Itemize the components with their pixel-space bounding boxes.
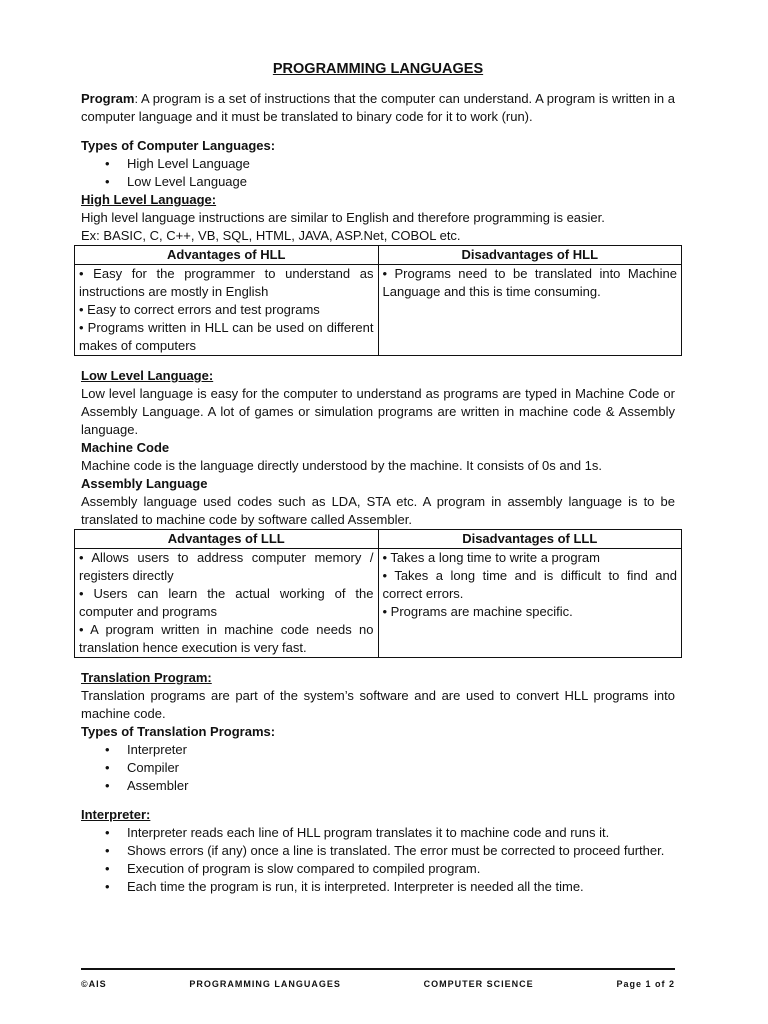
types-heading: Types of Computer Languages: [81, 138, 276, 153]
lll-dis-cell [378, 549, 682, 658]
hll-dis-header: Disadvantages of HLL [378, 246, 682, 265]
table-cell-line: • Users can learn the actual working of the computer and programs [79, 586, 374, 619]
interpreter-list [81, 824, 675, 896]
table-cell-line: • Allows users to address computer memory / registers directly [79, 550, 374, 583]
lll-table [74, 529, 682, 658]
program-text: : A program is a set of instructions that the computer can understand. A program is written in a computer language and it must be translated to binary code for it to work (run). [81, 91, 675, 124]
page-footer [81, 968, 675, 993]
page-title: PROGRAMMING LANGUAGES [272, 61, 484, 77]
table-cell-line: • Programs written in HLL can be used on different makes of computers [79, 320, 374, 353]
footer-copyright: ©AIS [81, 979, 107, 989]
list-item: • High Level Language [127, 155, 675, 173]
interpreter-heading: Interpreter: [81, 807, 151, 822]
lll-adv-cell [75, 549, 379, 658]
list-item: • Compiler [127, 759, 675, 777]
lll-adv-header: Advantages of LLL [75, 530, 379, 549]
lll-text: Low level language is easy for the computer to understand as programs are typed in Machine Code or Assembly Language. A lot of games or simulation programs are written in machine code & Assembly language. [81, 386, 675, 437]
machine-code-heading: Machine Code [81, 440, 170, 455]
assembly-text: Assembly language used codes such as LDA, STA etc. A program in assembly language is to be translated to machine code by software called Assembler. [81, 494, 675, 527]
document-page [81, 60, 675, 896]
footer-subject: COMPUTER SCIENCE [423, 979, 534, 989]
list-item: • Each time the program is run, it is interpreted. Interpreter is needed all the time. [127, 878, 675, 896]
translation-types-list [81, 741, 675, 795]
translation-heading: Translation Program: [81, 670, 212, 685]
types-list [81, 155, 675, 191]
assembly-heading: Assembly Language [81, 476, 208, 491]
footer-doc-title: PROGRAMMING LANGUAGES [189, 979, 341, 989]
hll-adv-header: Advantages of HLL [75, 246, 379, 265]
table-cell-line: • Takes a long time and is difficult to find and correct errors. [382, 568, 677, 601]
translation-types-heading: Types of Translation Programs: [81, 724, 276, 739]
table-cell-line: • Easy to correct errors and test programs [79, 302, 320, 317]
list-item: • Shows errors (if any) once a line is translated. The error must be corrected to proceed further. [127, 842, 675, 860]
table-cell-line: • A program written in machine code needs no translation hence execution is very fast. [79, 622, 374, 655]
hll-examples: Ex: BASIC, C, C++, VB, SQL, HTML, JAVA, ASP.Net, COBOL etc. [81, 228, 461, 243]
table-cell-line: • Takes a long time to write a program [382, 550, 600, 565]
table-cell-line: • Easy for the programmer to understand as instructions are mostly in English [79, 266, 374, 299]
hll-dis-cell [378, 265, 682, 356]
program-label: Program [81, 91, 135, 106]
list-item: • Interpreter [127, 741, 675, 759]
list-item: • Execution of program is slow compared to compiled program. [127, 860, 675, 878]
footer-page-number: Page 1 of 2 [616, 979, 675, 989]
hll-text: High level language instructions are similar to English and therefore programming is easier. [81, 210, 605, 225]
hll-heading: High Level Language: [81, 192, 217, 207]
list-item: • Interpreter reads each line of HLL program translates it to machine code and runs it. [127, 824, 675, 842]
lll-heading: Low Level Language: [81, 368, 214, 383]
hll-adv-cell [75, 265, 379, 356]
table-cell-line: • Programs are machine specific. [382, 604, 573, 619]
translation-text: Translation programs are part of the system’s software and are used to convert HLL programs into machine code. [81, 688, 675, 721]
table-cell-line: • Programs need to be translated into Machine Language and this is time consuming. [382, 266, 677, 299]
machine-code-text: Machine code is the language directly understood by the machine. It consists of 0s and 1s. [81, 458, 603, 473]
program-definition [81, 90, 675, 126]
hll-table [74, 245, 682, 356]
list-item: • Low Level Language [127, 173, 675, 191]
list-item: • Assembler [127, 777, 675, 795]
lll-dis-header: Disadvantages of LLL [378, 530, 682, 549]
